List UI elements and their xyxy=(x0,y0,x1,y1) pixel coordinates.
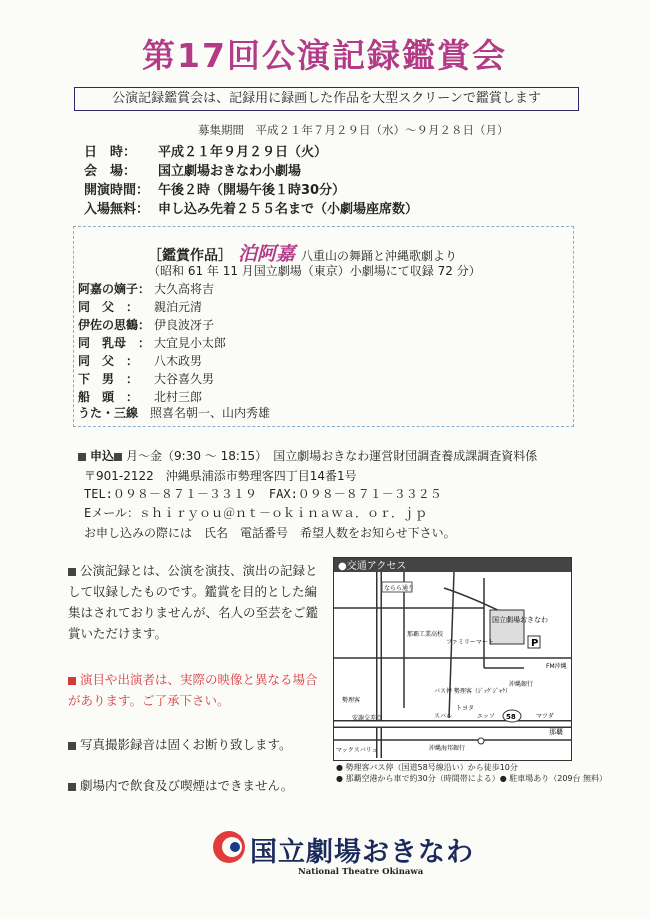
cast-actor: 大久高将吉 xyxy=(154,282,215,296)
map-caption xyxy=(336,762,607,784)
contact-line xyxy=(78,447,537,464)
map-label-route58: 58 xyxy=(506,713,516,721)
cast-role: 同 父 ： xyxy=(78,354,139,368)
map-label-naha: 那覇 xyxy=(549,728,563,736)
bullet-square-icon xyxy=(114,453,122,461)
contact-tel-fax: TEL:０９８－８７１－３３１９ FAX:０９８－８７１－３３２５ xyxy=(84,487,442,501)
bullet-square-icon xyxy=(68,677,76,685)
map-caption-line: ● 勢理客バス停（国道58号線沿い）から徒歩10分 xyxy=(336,763,518,772)
cast-role: 船 頭 ： xyxy=(78,390,139,404)
music-label: うた・三線 xyxy=(78,406,139,420)
info-value-date: 平成２１年９月２９日（火） xyxy=(158,145,328,160)
note-text: 演目や出演者は、実際の映像と異なる場合があります。ご了承下さい。 xyxy=(68,672,318,708)
info-value-time: 午後２時（開場午後１時30分） xyxy=(158,183,346,198)
cast-role: 同 乳母 ： xyxy=(78,336,151,350)
cast-role: 同 父 ： xyxy=(78,300,139,314)
apply-hours: 月～金（9:30 ～ 18:15） xyxy=(126,449,262,463)
cast-actor: 大宜見小太郎 xyxy=(154,336,227,350)
map-caption-line: ● 那覇空港から車で約30分（時間帯による）● 駐車場あり（209台 無料） xyxy=(336,774,608,783)
contact-email[interactable]: Eメール：ｓｈｉｒｙｏｕ＠ｎｔ－ｏｋｉｎａｗａ．ｏｒ．ｊｐ xyxy=(84,506,427,520)
cast-role: 伊佐の思鶴： xyxy=(78,318,151,332)
map-header: ●交通アクセス xyxy=(338,561,407,572)
cast-actor: 大谷喜久男 xyxy=(154,372,215,386)
map-label-ankyo: 安謝交差点 xyxy=(352,715,383,722)
map-label-busstop: バス停 勢理客（ｼﾞｯｸﾞｼﾞｬｸ） xyxy=(434,688,511,695)
info-label-date: 日 時： xyxy=(84,145,137,160)
cast-role: 阿嘉の嫡子： xyxy=(78,282,151,296)
logo-core-circle xyxy=(230,842,240,852)
record-note: （昭和 61 年 11 月国立劇場（東京）小劇場にて収録 72 分） xyxy=(148,264,481,278)
info-label-venue: 会 場： xyxy=(84,164,137,179)
map-label-toyota: トヨタ xyxy=(456,705,475,712)
bullet-square-icon xyxy=(78,453,86,461)
info-value-admission: 申し込み先着２５５名まで（小劇場座席数） xyxy=(158,202,419,217)
work-title: 泊阿嘉 xyxy=(238,243,296,265)
logo-text-jp: 国立劇場おきなわ xyxy=(250,837,474,868)
map-label-subaru: スバル xyxy=(434,713,453,720)
cast-actor: 親泊元清 xyxy=(154,300,203,314)
cast-actor: 八木政男 xyxy=(154,354,203,368)
note-item xyxy=(68,669,328,711)
bus-stop-marker-icon xyxy=(478,738,484,744)
cast-role: 下 男 ： xyxy=(78,372,139,386)
map-label-mazda: マツダ xyxy=(536,713,554,720)
info-label-admission: 入場無料： xyxy=(84,202,150,217)
map-label-esso: エッソ xyxy=(477,713,495,720)
cast-actor: 北村三郎 xyxy=(154,390,203,404)
application-period: 募集期間 平成２１年７月２９日（水）～９月２８日（月） xyxy=(198,123,509,137)
map-label-parking: P xyxy=(531,638,539,649)
apply-org: 国立劇場おきなわ運営財団調査養成課調査資料係 xyxy=(273,449,538,463)
map-label-maxvalu: マックスバリュ xyxy=(336,747,378,754)
map-label-bank: 沖縄銀行 xyxy=(509,681,534,688)
map-label-nararoad: ならら通り xyxy=(384,585,415,592)
access-map xyxy=(333,557,572,761)
map-svg xyxy=(334,558,571,760)
bullet-square-icon xyxy=(68,568,76,576)
note-text: 劇場内で飲食及び喫煙はできません。 xyxy=(80,778,294,793)
note-item xyxy=(68,775,368,796)
subtitle-box xyxy=(74,87,579,111)
contact-address: 〒901-2122 沖縄県浦添市勢理客四丁目14番1号 xyxy=(84,469,357,483)
info-value-venue: 国立劇場おきなわ小劇場 xyxy=(158,164,302,179)
map-label-theatre: 国立劇場おきなわ xyxy=(492,616,548,624)
note-item xyxy=(68,734,368,755)
info-label-time: 開演時間： xyxy=(84,183,150,198)
contact-note: お申し込みの際には 氏名 電話番号 希望人数をお知らせ下さい。 xyxy=(84,526,456,540)
theatre-logo-icon xyxy=(211,829,247,865)
map-label-coastal: 沖縄海邦銀行 xyxy=(429,745,466,752)
page-title: 第17回公演記録鑑賞会 xyxy=(142,36,507,75)
music-credit xyxy=(78,404,270,421)
map-label-fm: FM沖縄 xyxy=(546,663,567,670)
note-item xyxy=(68,560,328,644)
cast-actor: 伊良波冴子 xyxy=(154,318,215,332)
work-description: 八重山の舞踊と沖縄歌劇より xyxy=(301,249,458,263)
map-label-familymart: ファミリーマート xyxy=(446,639,494,646)
map-label-school: 那覇工業高校 xyxy=(407,631,444,638)
note-text: 公演記録とは、公演を演技、演出の記録として収録したものです。鑑賞を目的とした編集はされておりませんが、名人の至芸をご鑑賞いただけます。 xyxy=(68,563,319,641)
apply-label: 申込 xyxy=(90,449,115,463)
subtitle-text: 公演記録鑑賞会は、記録用に録画した作品を大型スクリーンで鑑賞します xyxy=(112,91,541,106)
note-text: 写真撮影録音は固くお断り致します。 xyxy=(80,737,292,752)
work-heading: ［鑑賞作品］ xyxy=(148,248,232,264)
logo-text-en: National Theatre Okinawa xyxy=(298,867,424,877)
music-names: 照喜名朝一、山内秀雄 xyxy=(150,406,271,420)
map-label-seiri: 勢理客 xyxy=(342,697,361,704)
bullet-square-icon xyxy=(68,783,76,791)
bullet-square-icon xyxy=(68,742,76,750)
